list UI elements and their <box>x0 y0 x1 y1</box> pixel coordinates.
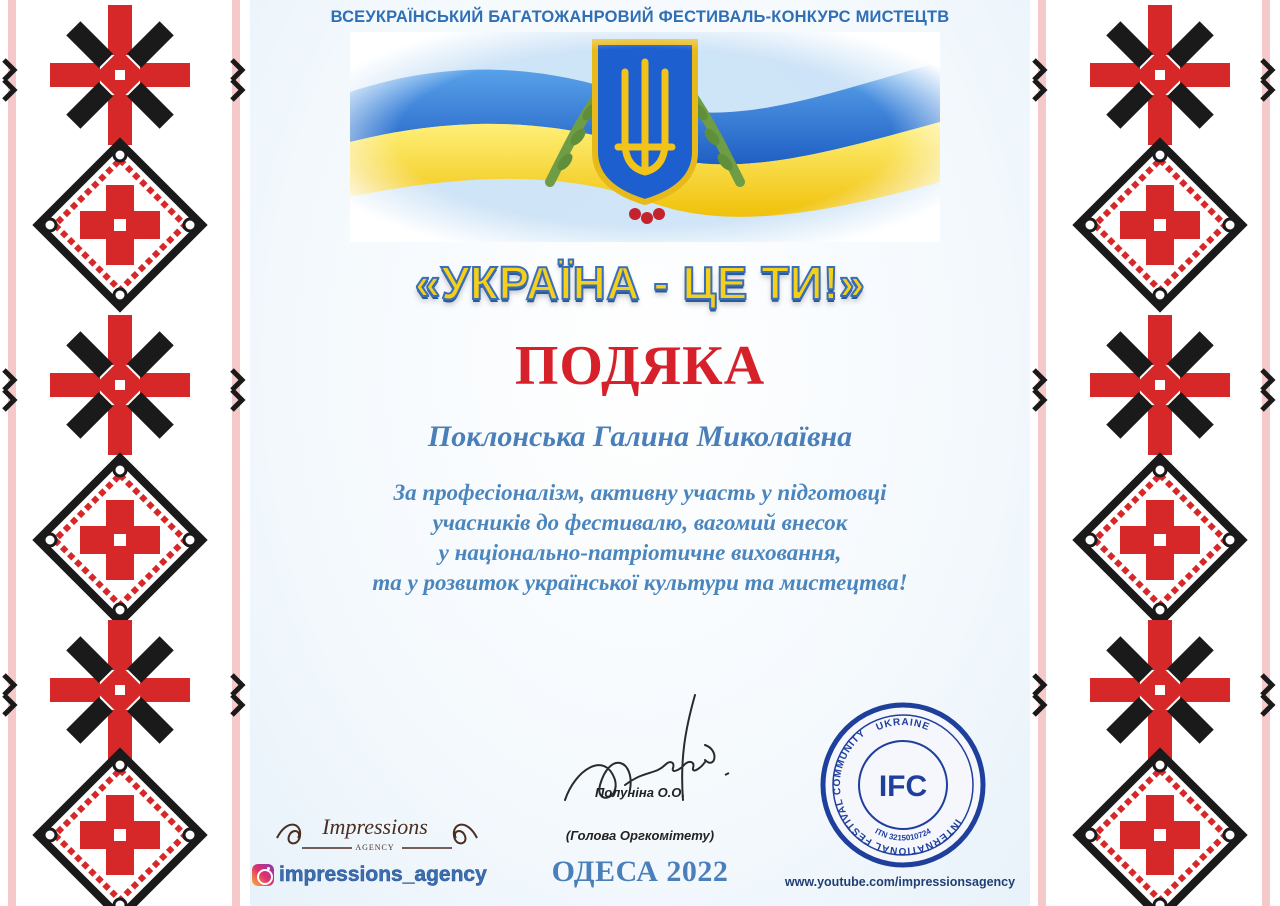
festival-name: ВСЕУКРАЇНСЬКИЙ БАГАТОЖАНРОВИЙ ФЕСТИВАЛЬ-КОНКУРС МИСТЕЦТВ <box>330 8 950 26</box>
citation-line: та у розвиток української культури та мистецтва! <box>372 570 908 595</box>
handwritten-signature-icon <box>555 690 755 820</box>
citation-line: учасників до фестивалю, вагомий внесок <box>432 510 848 535</box>
signer-role: (Голова Оргкомітету) <box>565 828 715 843</box>
instagram-handle: impressions_agency <box>279 863 487 886</box>
instagram-link[interactable] <box>252 862 487 888</box>
citation-line: За професіоналізм, активну участь у підготовці <box>393 480 887 505</box>
right-embroidery-border <box>1030 0 1280 906</box>
citation-line: у національно-патріотичне виховання, <box>438 540 842 565</box>
youtube-link[interactable]: www.youtube.com/impressionsagency <box>784 875 1016 889</box>
embroidery-pattern-right <box>1030 0 1280 906</box>
embroidery-pattern-left <box>0 0 250 906</box>
ukraine-flag-coat-of-arms-icon <box>350 32 940 242</box>
svg-text:INTERNATIONAL FESTIVAL COMMUNI: INTERNATIONAL FESTIVAL COMMUNITY <box>831 727 963 857</box>
ifc-stamp-seal-icon <box>818 700 988 870</box>
festival-slogan: «УКРАЇНА - ЦЕ ТИ!» <box>414 257 866 309</box>
svg-text:UKRAINE: UKRAINE <box>874 716 932 734</box>
signer-name: Полуніна О.О. <box>594 785 686 800</box>
agency-name: Impressions <box>322 814 428 839</box>
recipient-name: Поклонська Галина Миколаївна <box>427 420 853 453</box>
svg-text:IFC: IFC <box>878 770 928 803</box>
citation-text <box>250 478 1030 598</box>
svg-text:ITN 3215010724: ITN 3215010724 <box>873 826 933 843</box>
agency-subtitle: AGENCY <box>355 843 395 852</box>
left-embroidery-border <box>0 0 250 906</box>
city-year: ОДЕСА 2022 <box>551 855 729 888</box>
instagram-icon <box>252 864 274 886</box>
document-title: ПОДЯКА <box>514 335 766 397</box>
